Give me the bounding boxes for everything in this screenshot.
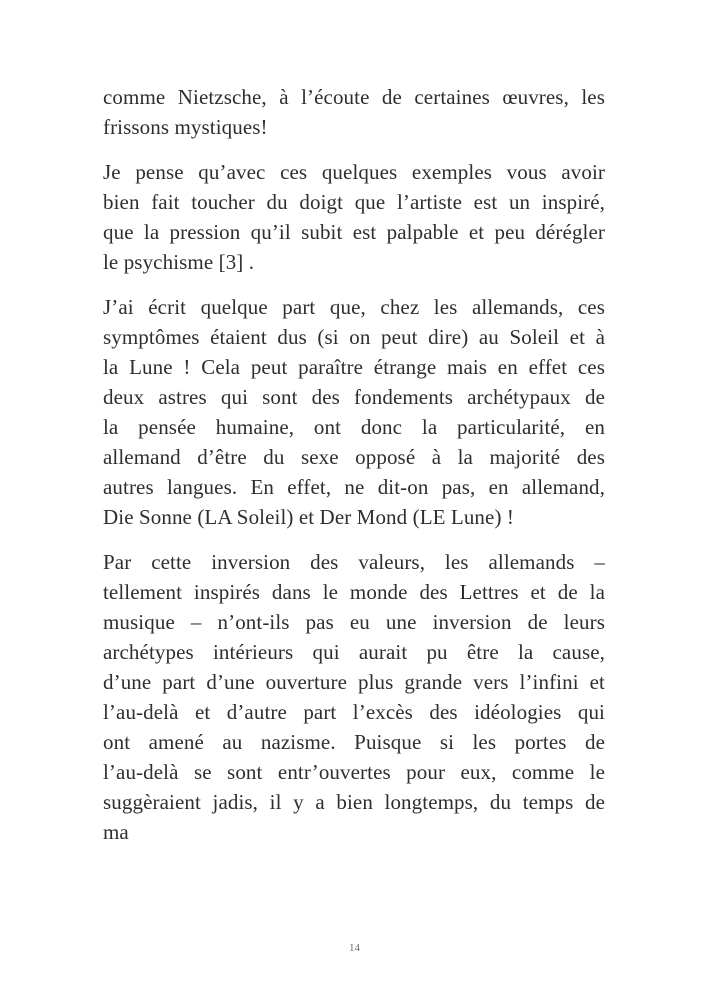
paragraph-3 — [103, 292, 605, 532]
text-line: deux astres qui sont des fondements archétypaux de — [103, 385, 605, 409]
paragraph-1 — [103, 82, 605, 142]
text-line: suggèraient jadis, il y a bien longtemps, du temps de — [103, 790, 605, 814]
text-line: archétypes intérieurs qui aurait pu être la cause, — [103, 640, 605, 664]
text-line: frissons mystiques! — [103, 115, 268, 139]
text-line: le psychisme [3] . — [103, 250, 255, 274]
text-line: ma — [103, 820, 129, 844]
text-line: la pensée humaine, ont donc la particularité, en — [103, 415, 605, 439]
text-line: l’au-delà se sont entr’ouvertes pour eux, comme le — [103, 760, 605, 784]
text-line: Par cette inversion des valeurs, les allemands – — [103, 550, 605, 574]
paragraph-2 — [103, 157, 605, 277]
text-line: la Lune ! Cela peut paraître étrange mais en effet ces — [103, 355, 605, 379]
text-line: Je pense qu’avec ces quelques exemples vous avoir — [103, 160, 605, 184]
text-line: allemand d’être du sexe opposé à la majorité des — [103, 445, 605, 469]
paragraph-4 — [103, 547, 605, 847]
text-line: ont amené au nazisme. Puisque si les portes de — [103, 730, 605, 754]
text-line: bien fait toucher du doigt que l’artiste est un inspiré, — [103, 190, 605, 214]
text-line: d’une part d’une ouverture plus grande vers l’infini et — [103, 670, 605, 694]
text-line: symptômes étaient dus (si on peut dire) au Soleil et à — [103, 325, 605, 349]
page-number: 14 — [349, 942, 360, 954]
body-text — [103, 82, 605, 862]
text-line: musique – n’ont-ils pas eu une inversion de leurs — [103, 610, 605, 634]
text-line: que la pression qu’il subit est palpable et peu dérégler — [103, 220, 605, 244]
text-line: comme Nietzsche, à l’écoute de certaines œuvres, les — [103, 85, 605, 109]
text-line: J’ai écrit quelque part que, chez les allemands, ces — [103, 295, 605, 319]
text-line: Die Sonne (LA Soleil) et Der Mond (LE Lune) ! — [103, 505, 514, 529]
text-line: autres langues. En effet, ne dit-on pas, en allemand, — [103, 475, 605, 499]
text-line: tellement inspirés dans le monde des Lettres et de la — [103, 580, 605, 604]
text-line: l’au-delà et d’autre part l’excès des idéologies qui — [103, 700, 605, 724]
